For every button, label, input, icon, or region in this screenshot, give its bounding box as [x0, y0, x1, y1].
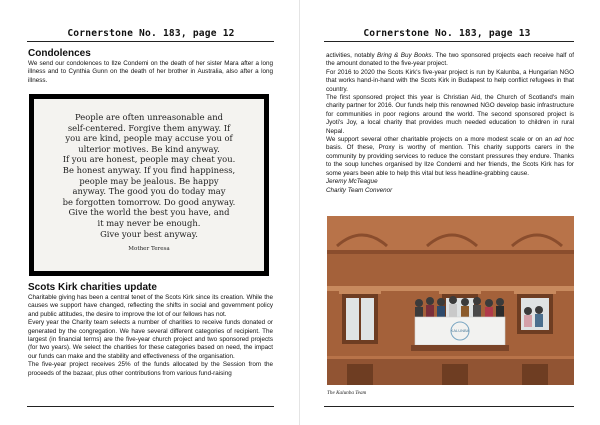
signature-name: Jeremy McTeague [326, 178, 378, 186]
charities-heading: Scots Kirk charities update [28, 282, 157, 293]
paragraph: Every year the Charity team selects a number of charities to receive funds donated or generated by the congregation. We have several different categories of recipient. The largest (in financial terms) are the five-year church project and two sponsored projects (for two years). We select the charities for these categories based on need, the impact our funds can make and the stability and effectiveness of the organisation. [28, 319, 273, 360]
quote-image [29, 94, 269, 276]
header-rule [324, 41, 574, 42]
paragraph: activities, notably Bring & Buy Books. The two sponsored projects each receive half of the amount donated to the five-year project. [326, 52, 575, 68]
charities-text [28, 294, 273, 378]
signature-title: Charity Team Convenor [326, 186, 393, 194]
condolences-heading: Condolences [28, 48, 91, 59]
header-rule [27, 41, 274, 42]
paragraph: The five-year project receives 25% of the funds allocated by the Session from the proceeds of the bazaar, plus other contributions from various fund-raising [28, 361, 273, 377]
paragraph: We support several other charitable projects on a more modest scale or on an ad hoc basis. Of these, Proxy is worthy of mention. This charity supports carers in the community by providing services to reduce the constant pressures they endure. Thanks to the soup lunches organised by Ilze Condemi and her friends, the Scots Kirk has for some years been able to help this vital but less headline-grabbing cause. [326, 136, 575, 177]
right-page [300, 0, 600, 425]
page-header: Cornerstone No. 183, page 12 [67, 28, 235, 39]
team-photo [327, 216, 574, 385]
building-facade-illustration [327, 216, 574, 385]
condolences-text: We send our condolences to Ilze Condemi on the death of her sister Mara after a long illness and to Cynthia Gunn on the death of her brother in Australia, also after a long illness. [28, 60, 273, 84]
paragraph: For 2016 to 2020 the Scots Kirk's five-year project is run by Kalunba, a Hungarian NGO that works hand-in-hand with the Scots Kirk in Budapest to help conflict refugees in that country. [326, 68, 574, 93]
quote-text: People are often unreasonable and self-centered. Forgive them anyway. If you are kind, people may accuse you of ulterior motives. Be kind anyway. If you are honest, people may cheat you. Be honest anyway. If you find happiness, people may be jealous. Be happy anyway. The good you do today may be forgotten tomorrow. Do good anyway. Give the world the best you have, and it may never be enough. Give your best anyway. [62, 112, 236, 239]
banner-text: KALUNBA [450, 328, 470, 333]
footer-rule [324, 406, 574, 407]
quote-author: Mother Teresa [128, 246, 170, 253]
photo-caption: The Kalunba Team [327, 390, 367, 396]
footer-rule [27, 406, 274, 407]
page-header: Cornerstone No. 183, page 13 [363, 28, 531, 39]
article-continued [326, 52, 574, 195]
paragraph: Charitable giving has been a central tenet of the Scots Kirk since its creation. While the causes we support have changed, reflecting the shifts in social and government policy and public attitudes, the desire to improve the lot of our fellows has not. [28, 294, 273, 318]
paragraph: The first sponsored project this year is Christian Aid, the Church of Scotland's main charity partner for 2016. Our funds help this renowned NGO develop basic infrastructure for communities in poor regions around the world. The second sponsored project is Jyoti's Joy, a local charity that provides much needed education to children in rural Nepal. [326, 94, 574, 135]
